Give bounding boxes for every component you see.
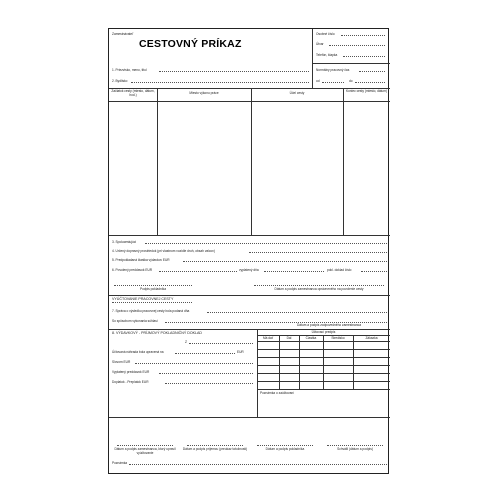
note-label: Poznámka <box>112 461 128 465</box>
report-submitted-label: 7. Správa o výsledku pracovnej cesty bola podaná dňa <box>112 309 190 313</box>
personal-number-label: Osobné číslo <box>316 32 335 36</box>
advance-label: 6. Povolený preddavok EUR <box>112 268 153 272</box>
acc-col-center: Stredisko <box>331 336 345 340</box>
account-label: Útvar <box>316 42 324 46</box>
approved-amount-label: Účtovaná náhrada bola upravená na <box>112 350 164 354</box>
time-from-field[interactable] <box>322 82 344 83</box>
surcharge-field[interactable] <box>165 383 253 384</box>
co-travellers-field[interactable] <box>145 243 387 244</box>
phone-field[interactable] <box>343 56 385 57</box>
employer-label: Zamestnávateľ <box>112 32 134 36</box>
workplace-field[interactable] <box>359 71 385 72</box>
surcharge-label: Doplatok - Preplatok EUR <box>112 380 149 384</box>
settlement-heading: VYÚČTOVANIE PRACOVNEJ CESTY <box>112 297 174 301</box>
travel-order-form <box>108 28 389 474</box>
acc-col-amount: Čiastka <box>305 336 317 340</box>
advance-paid-on-label: vyplatený dňa <box>239 268 259 272</box>
col-header-place: Miesto výkonu práce <box>189 91 219 95</box>
col-header-end: Koniec cesty (miesto, dátum) <box>345 89 388 93</box>
personal-number-field[interactable] <box>341 35 385 36</box>
account-field[interactable] <box>329 45 385 46</box>
time-to-label: do <box>349 79 353 83</box>
signature-approver-label: Schválil (dátum a podpis) <box>337 447 373 451</box>
cash-document-z-field[interactable] <box>189 343 253 344</box>
responsible-signature-label: Dátum a podpis zodpovedného zamestnanca <box>297 323 361 327</box>
acc-col-credit: Dal <box>286 336 292 340</box>
cash-document-heading: 8. VÝDAVKOVÝ - PRÍJMOVÝ POKLADNIČNÝ DOKLAD <box>112 331 202 335</box>
advance-paid-label: Vyplatený preddavok EUR <box>112 370 150 374</box>
name-field[interactable] <box>159 71 309 72</box>
transport-field[interactable] <box>249 252 387 253</box>
col-header-purpose: Účel cesty <box>289 91 305 95</box>
cashier-signature-label: Podpis pokladníka <box>139 287 167 291</box>
col-header-start: Začiatok cesty (miesto, dátum, hod.) <box>111 89 155 97</box>
standard-workplace-label: Normálny pracovný čas <box>316 68 350 72</box>
approved-amount-currency: EUR <box>237 350 244 354</box>
signature-recipient-label: Dátum a podpis príjemcu (preukaz totožnosti) <box>182 447 248 451</box>
name-label: 1. Priezvisko, meno, titul <box>112 68 147 72</box>
advance-paid-on-field[interactable] <box>264 271 324 272</box>
co-travellers-label: 3. Spolucestujúci <box>112 240 137 244</box>
accounting-note-label: Poznámka o zaúčtovaní <box>260 391 295 395</box>
time-from-label: od <box>316 79 320 83</box>
advance-field[interactable] <box>159 271 237 272</box>
header-divider <box>312 29 313 88</box>
transport-label: 4. Určený dopravný prostriedok (pri vlastnom vozidle druh, obsah valcov) <box>112 249 215 253</box>
advance-paid-field[interactable] <box>159 373 253 374</box>
approval-label: So spôsobom vykonania súhlasí <box>112 319 158 323</box>
address-field[interactable] <box>131 82 309 83</box>
authorizer-signature-label: Dátum a podpis zamestnanca oprávneného na povolenie cesty <box>274 287 364 291</box>
in-words-label: Slovom EUR <box>112 360 131 364</box>
cash-document-z: Z <box>185 340 187 344</box>
in-words-field[interactable] <box>135 363 253 364</box>
note-field[interactable] <box>129 464 387 465</box>
phone-label: Telefón, klapka <box>316 53 338 57</box>
signature-adjuster-label: Dátum a podpis zamestnanca, ktorý upravil vyúčtovanie <box>114 447 176 455</box>
address-label: 2. Bydlisko <box>112 79 128 83</box>
estimated-expenses-field[interactable] <box>183 261 387 262</box>
form-title: CESTOVNÝ PRÍKAZ <box>139 38 242 50</box>
cash-doc-label: pokl. doklad číslo <box>327 268 352 272</box>
signature-cashier-label: Dátum a podpis pokladníka <box>265 447 305 451</box>
time-to-field[interactable] <box>355 82 385 83</box>
acc-col-debit: Má dať <box>262 336 274 340</box>
accounting-title: Účtovací predpis <box>311 330 336 334</box>
cash-doc-field[interactable] <box>361 271 387 272</box>
acc-col-order: Zákazka <box>365 336 378 340</box>
approved-amount-field[interactable] <box>175 353 235 354</box>
estimated-expenses-label: 5. Predpokladaná čiastka výdavkov EUR <box>112 258 170 262</box>
report-submitted-field[interactable] <box>207 312 387 313</box>
